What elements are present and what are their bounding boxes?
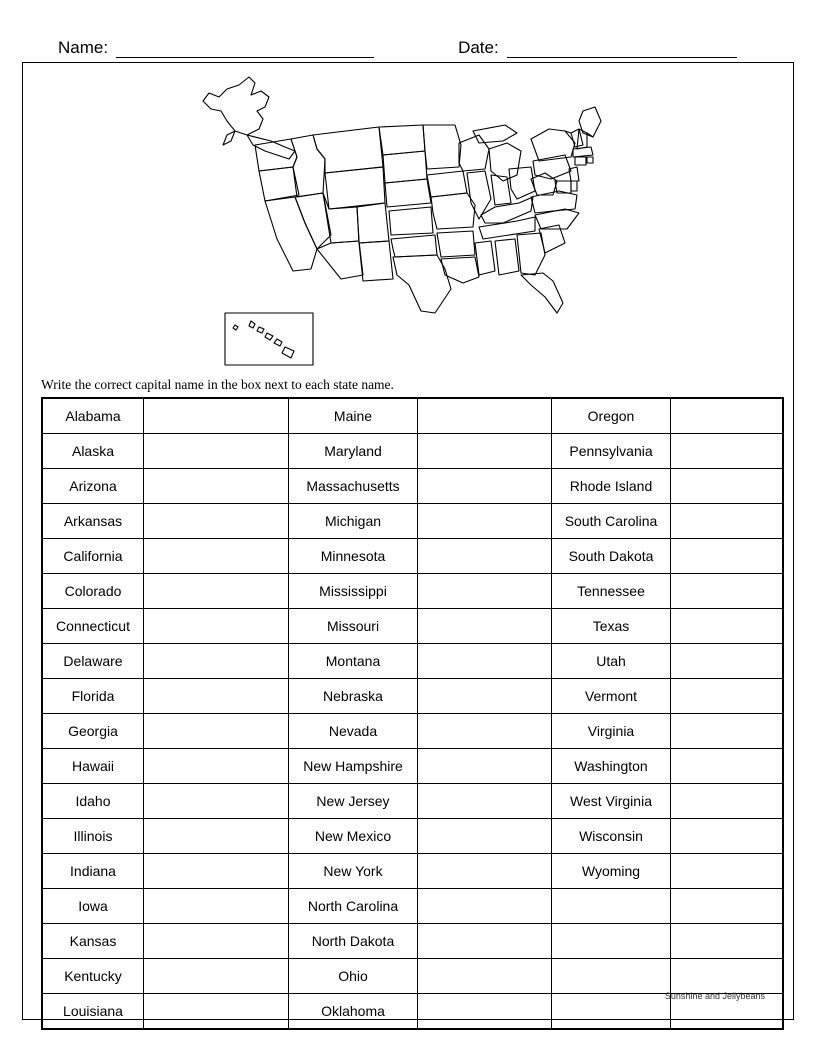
state-name-cell — [552, 889, 671, 924]
capital-answer-box[interactable] — [418, 539, 552, 574]
state-name-cell: Oklahoma — [289, 994, 418, 1030]
capital-answer-box[interactable] — [418, 469, 552, 504]
capital-answer-box[interactable] — [144, 504, 289, 539]
state-name-cell: Georgia — [42, 714, 144, 749]
table-row — [42, 398, 783, 434]
state-name-cell: Hawaii — [42, 749, 144, 784]
states-capitals-table — [41, 397, 784, 1030]
capital-answer-box[interactable] — [144, 854, 289, 889]
table-row — [42, 574, 783, 609]
name-field — [58, 39, 374, 58]
state-name-cell: New Mexico — [289, 819, 418, 854]
capital-answer-box[interactable] — [671, 539, 784, 574]
state-name-cell: Kentucky — [42, 959, 144, 994]
capital-answer-box[interactable] — [671, 469, 784, 504]
capital-answer-box[interactable] — [671, 784, 784, 819]
capital-answer-box[interactable] — [144, 714, 289, 749]
capital-answer-box[interactable] — [671, 434, 784, 469]
state-name-cell: Delaware — [42, 644, 144, 679]
credit-text: Sunshine and Jellybeans — [664, 991, 765, 1001]
capital-answer-box[interactable] — [144, 924, 289, 959]
capital-answer-box[interactable] — [418, 854, 552, 889]
capital-answer-box[interactable] — [671, 644, 784, 679]
capital-answer-box[interactable] — [144, 574, 289, 609]
state-name-cell: Connecticut — [42, 609, 144, 644]
capital-answer-box[interactable] — [144, 539, 289, 574]
state-name-cell: Utah — [552, 644, 671, 679]
state-name-cell: Vermont — [552, 679, 671, 714]
state-name-cell: Louisiana — [42, 994, 144, 1030]
state-name-cell: Alaska — [42, 434, 144, 469]
capital-answer-box[interactable] — [671, 398, 784, 434]
capital-answer-box[interactable] — [418, 784, 552, 819]
table-row — [42, 749, 783, 784]
capital-answer-box[interactable] — [671, 819, 784, 854]
instructions-text: Write the correct capital name in the box next to each state name. — [41, 377, 394, 392]
capital-answer-box[interactable] — [418, 398, 552, 434]
name-input-line[interactable] — [116, 40, 374, 58]
state-name-cell: Minnesota — [289, 539, 418, 574]
state-name-cell: California — [42, 539, 144, 574]
table-row — [42, 819, 783, 854]
table-row — [42, 714, 783, 749]
state-name-cell: Virginia — [552, 714, 671, 749]
table-row — [42, 609, 783, 644]
capital-answer-box[interactable] — [144, 784, 289, 819]
state-name-cell: Nebraska — [289, 679, 418, 714]
state-name-cell: Florida — [42, 679, 144, 714]
state-name-cell: Idaho — [42, 784, 144, 819]
date-field — [458, 39, 737, 58]
state-name-cell: Colorado — [42, 574, 144, 609]
state-name-cell: Wisconsin — [552, 819, 671, 854]
state-name-cell — [552, 959, 671, 994]
state-name-cell: South Carolina — [552, 504, 671, 539]
state-name-cell: Pennsylvania — [552, 434, 671, 469]
capital-answer-box[interactable] — [144, 434, 289, 469]
table-row — [42, 784, 783, 819]
capital-answer-box[interactable] — [418, 959, 552, 994]
table-row — [42, 854, 783, 889]
state-name-cell: Iowa — [42, 889, 144, 924]
states-table-wrap — [41, 397, 775, 1030]
state-name-cell: Michigan — [289, 504, 418, 539]
state-name-cell: Rhode Island — [552, 469, 671, 504]
table-row — [42, 504, 783, 539]
capital-answer-box[interactable] — [144, 994, 289, 1030]
capital-answer-box[interactable] — [671, 889, 784, 924]
state-name-cell: North Dakota — [289, 924, 418, 959]
table-row — [42, 539, 783, 574]
capital-answer-box[interactable] — [418, 889, 552, 924]
capital-answer-box[interactable] — [418, 644, 552, 679]
capital-answer-box[interactable] — [671, 959, 784, 994]
date-input-line[interactable] — [507, 40, 737, 58]
state-name-cell: Washington — [552, 749, 671, 784]
state-name-cell: New York — [289, 854, 418, 889]
capital-answer-box[interactable] — [144, 889, 289, 924]
state-name-cell: Tennessee — [552, 574, 671, 609]
capital-answer-box[interactable] — [418, 924, 552, 959]
capital-answer-box[interactable] — [671, 749, 784, 784]
table-row — [42, 959, 783, 994]
capital-answer-box[interactable] — [671, 679, 784, 714]
table-row — [42, 469, 783, 504]
capital-answer-box[interactable] — [144, 959, 289, 994]
state-name-cell: New Jersey — [289, 784, 418, 819]
table-row — [42, 924, 783, 959]
map-area — [23, 63, 793, 375]
state-name-cell: South Dakota — [552, 539, 671, 574]
state-name-cell: Texas — [552, 609, 671, 644]
capital-answer-box[interactable] — [144, 679, 289, 714]
capital-answer-box[interactable] — [418, 714, 552, 749]
state-name-cell: Arkansas — [42, 504, 144, 539]
state-name-cell: Kansas — [42, 924, 144, 959]
capital-answer-box[interactable] — [671, 504, 784, 539]
capital-answer-box[interactable] — [671, 574, 784, 609]
capital-answer-box[interactable] — [144, 609, 289, 644]
state-name-cell: Illinois — [42, 819, 144, 854]
table-row — [42, 679, 783, 714]
capital-answer-box[interactable] — [144, 644, 289, 679]
state-name-cell: Wyoming — [552, 854, 671, 889]
capital-answer-box[interactable] — [144, 469, 289, 504]
state-name-cell: New Hampshire — [289, 749, 418, 784]
worksheet-body — [22, 62, 794, 1020]
capital-answer-box[interactable] — [418, 574, 552, 609]
state-name-cell: Nevada — [289, 714, 418, 749]
table-row — [42, 434, 783, 469]
capital-answer-box[interactable] — [144, 819, 289, 854]
state-name-cell: Indiana — [42, 854, 144, 889]
date-label: Date: — [458, 38, 499, 57]
worksheet-header — [40, 28, 776, 58]
capital-answer-box[interactable] — [671, 714, 784, 749]
state-name-cell: Mississippi — [289, 574, 418, 609]
state-name-cell: Arizona — [42, 469, 144, 504]
state-name-cell: Maine — [289, 398, 418, 434]
state-name-cell: Alabama — [42, 398, 144, 434]
state-name-cell: North Carolina — [289, 889, 418, 924]
table-row — [42, 644, 783, 679]
state-name-cell: Maryland — [289, 434, 418, 469]
state-name-cell — [552, 994, 671, 1030]
state-name-cell: Montana — [289, 644, 418, 679]
capital-answer-box[interactable] — [418, 434, 552, 469]
state-name-cell: Missouri — [289, 609, 418, 644]
state-name-cell: Massachusetts — [289, 469, 418, 504]
capital-answer-box[interactable] — [671, 924, 784, 959]
capital-answer-box[interactable] — [418, 609, 552, 644]
capital-answer-box[interactable] — [418, 749, 552, 784]
capital-answer-box[interactable] — [418, 504, 552, 539]
capital-answer-box[interactable] — [671, 854, 784, 889]
capital-answer-box[interactable] — [418, 819, 552, 854]
name-label: Name: — [58, 38, 109, 57]
capital-answer-box[interactable] — [144, 398, 289, 434]
state-name-cell: Ohio — [289, 959, 418, 994]
capital-answer-box[interactable] — [144, 749, 289, 784]
state-name-cell: West Virginia — [552, 784, 671, 819]
state-name-cell: Oregon — [552, 398, 671, 434]
state-name-cell — [552, 924, 671, 959]
usa-map-outline-icon — [173, 63, 613, 373]
capital-answer-box[interactable] — [418, 679, 552, 714]
capital-answer-box[interactable] — [418, 994, 552, 1030]
capital-answer-box[interactable] — [671, 609, 784, 644]
table-row — [42, 889, 783, 924]
